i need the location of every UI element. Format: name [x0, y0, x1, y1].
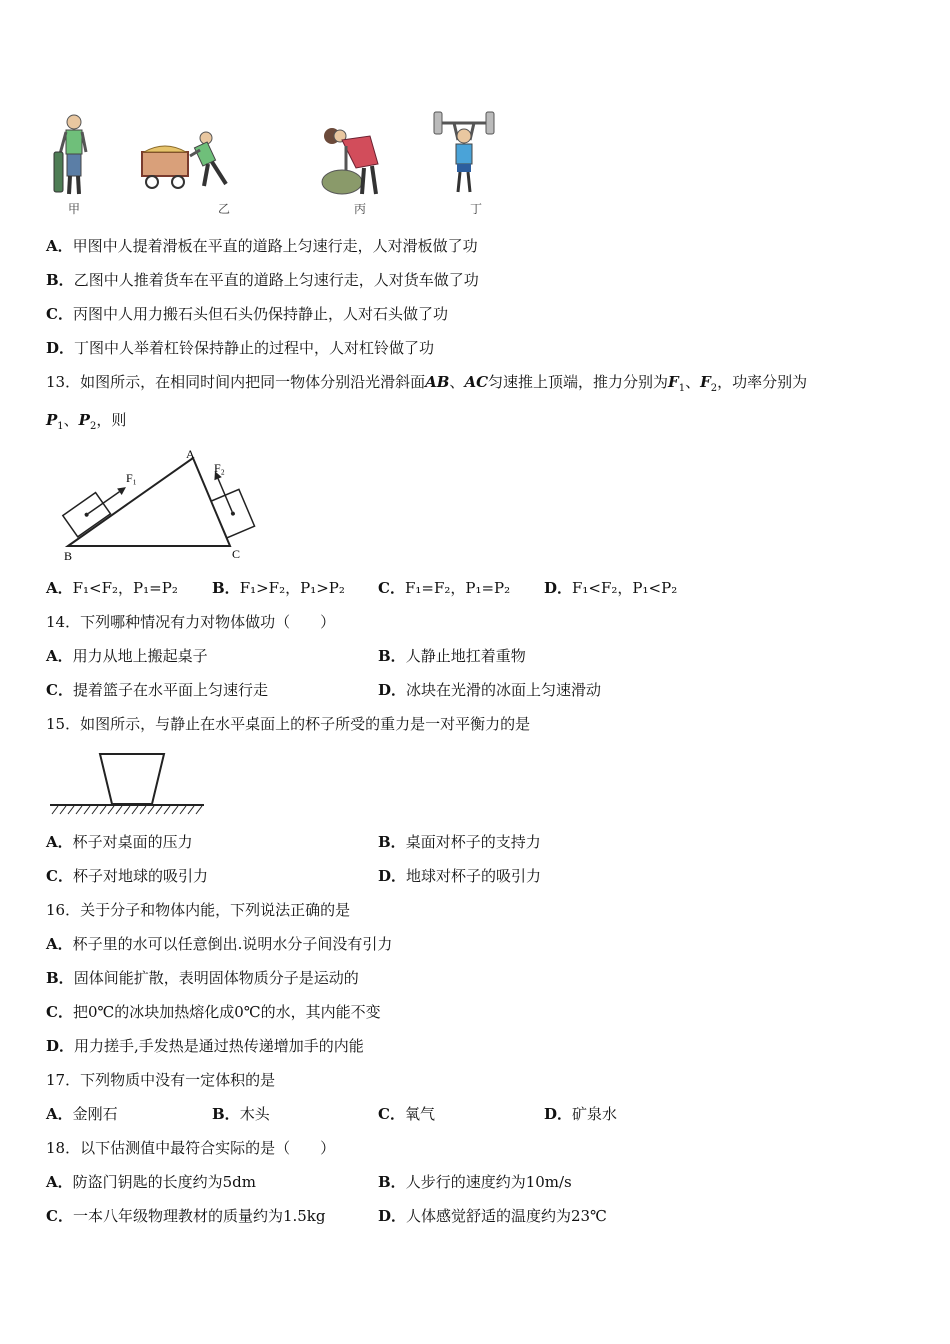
caption-jia: 甲: [68, 202, 81, 216]
q13-option-d: D．F₁<F₂，P₁<P₂: [544, 579, 678, 597]
q14-option-b: B．人静止地扛着重物: [378, 647, 526, 665]
q18-option-a: A．防盗门钥匙的长度约为5dm: [46, 1173, 257, 1191]
q13-option-b: B．F₁>F₂，P₁>P₂: [212, 579, 345, 597]
person-lifting-stone-figure: [316, 122, 386, 198]
figure-people: [46, 108, 506, 220]
q15-stem: 15．如图所示，与静止在水平桌面上的杯子所受的重力是一对平衡力的是: [46, 715, 531, 733]
q17-option-b: B．木头: [212, 1105, 270, 1123]
q13-option-a: A．F₁<F₂，P₁=P₂: [46, 579, 178, 597]
caption-ding: 丁: [470, 202, 483, 216]
cup-on-table-figure: [48, 750, 208, 820]
label-f1: F₁: [126, 471, 137, 485]
q16-stem: 16．关于分子和物体内能，下列说法正确的是: [46, 901, 351, 919]
q16-option-c: C．把0℃的冰块加热熔化成0℃的水，其内能不变: [46, 1003, 381, 1021]
label-a: A: [186, 448, 195, 461]
q16-option-d: D．用力搓手,手发热是通过热传递增加手的内能: [46, 1037, 364, 1055]
q13-option-c: C．F₁=F₂，P₁=P₂: [378, 579, 511, 597]
q12-option-b: B．乙图中人推着货车在平直的道路上匀速行走，人对货车做了功: [46, 271, 479, 289]
q15-option-a: A．杯子对桌面的压力: [46, 833, 193, 851]
label-b: B: [64, 549, 73, 563]
q18-option-b: B．人步行的速度约为10m/s: [378, 1173, 572, 1191]
q17-option-d: D．矿泉水: [544, 1105, 618, 1123]
caption-yi: 乙: [218, 202, 231, 216]
q15-option-d: D．地球对杯子的吸引力: [378, 867, 542, 885]
q17-option-c: C．氧气: [378, 1105, 435, 1123]
q18-option-c: C．一本八年级物理教材的质量约为1.5kg: [46, 1207, 326, 1225]
q12-option-d: D．丁图中人举着杠铃保持静止的过程中，人对杠铃做了功: [46, 339, 435, 357]
q17-stem: 17．下列物质中没有一定体积的是: [46, 1071, 276, 1089]
q14-option-a: A．用力从地上搬起桌子: [46, 647, 208, 665]
label-c: C: [232, 547, 241, 561]
person-holding-barbell-figure: [432, 108, 496, 198]
q13-stem-line2: $P_1$、$P_2$，则: [46, 411, 127, 432]
q16-option-b: B．固体间能扩散，表明固体物质分子是运动的: [46, 969, 359, 987]
label-f2: F₂: [214, 461, 225, 475]
q17-option-a: A．金刚石: [46, 1105, 118, 1123]
person-with-skateboard-figure: [52, 112, 96, 198]
q14-option-c: C．提着篮子在水平面上匀速行走: [46, 681, 268, 699]
q18-stem: 18．以下估测值中最符合实际的是（ ）: [46, 1139, 336, 1157]
incline-figure: [46, 448, 266, 564]
q12-option-a: A．甲图中人提着滑板在平直的道路上匀速行走，人对滑板做了功: [46, 237, 478, 255]
q15-option-b: B．桌面对杯子的支持力: [378, 833, 541, 851]
q12-option-c: C．丙图中人用力搬石头但石头仍保持静止，人对石头做了功: [46, 305, 448, 323]
caption-bing: 丙: [354, 202, 367, 216]
q14-stem: 14．下列哪种情况有力对物体做功（ ）: [46, 613, 336, 631]
q15-option-c: C．杯子对地球的吸引力: [46, 867, 208, 885]
q16-option-a: A．杯子里的水可以任意倒出.说明水分子间没有引力: [46, 935, 393, 953]
q13-stem-line1: 13．如图所示，在相同时间内把同一物体分别沿光滑斜面AB、AC匀速推上顶端，推力分别为$F_1$、$F_2$，功率分别为: [46, 373, 808, 394]
q18-option-d: D．人体感觉舒适的温度约为23℃: [378, 1207, 607, 1225]
q14-option-d: D．冰块在光滑的冰面上匀速滑动: [378, 681, 602, 699]
person-pushing-cart-figure: [138, 128, 238, 196]
